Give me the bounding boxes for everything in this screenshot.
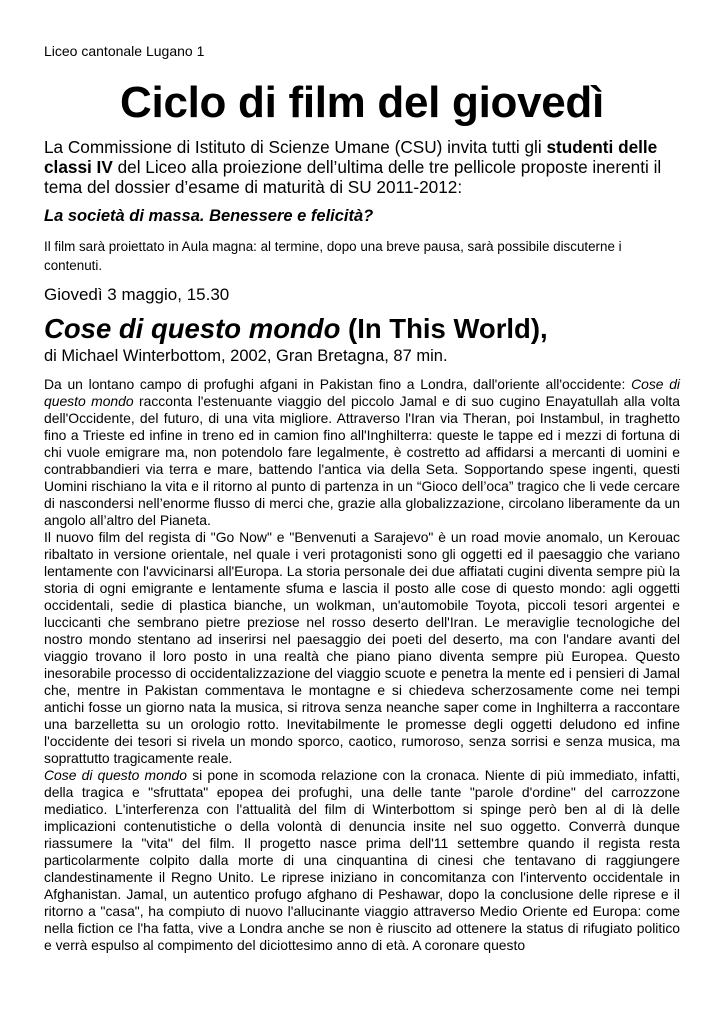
body-paragraph-1: [44, 376, 680, 529]
intro-text-1: La Commissione di Istituto di Scienze Umane (CSU) invita tutti gli: [44, 137, 547, 157]
intro-paragraph: [44, 137, 680, 197]
screening-date: Giovedì 3 maggio, 15.30: [44, 285, 230, 304]
film-description: [44, 376, 680, 954]
intro-text-2: del Liceo alla proiezione dell’ultima delle tre pellicole proposte inerenti il tema del dossier d’esame di maturità di SU 2011-2012:: [44, 157, 662, 197]
film-info: di Michael Winterbottom, 2002, Gran Bretagna, 87 min.: [44, 347, 448, 365]
intro-bold-audience: studenti delle classi IV: [44, 137, 658, 177]
school-name: Liceo cantonale Lugano 1: [44, 43, 205, 59]
film-title-original: (In This World),: [340, 313, 548, 344]
film-title: [44, 313, 548, 345]
p1-text-b: racconta l'estenuante viaggio del piccolo Jamal e di suo cugino Enayatullah alla volta dell'Occidente, del futuro, di una vita migliore. Attraverso l'Iran via Theran, poi Instambul, in traghetto fino a Trieste ed infine in treno ed in camion fino all'Inghilterra: queste le tappe ed i mezzi di fortuna di chi vuole emigrare ma, non potendolo fare legalmente, è costretto ad affidarsi a mercanti di uomini e contrabbandieri via terra e mare, battendo l'antica via della Seta. Sopportando spese ingenti, questi Uomini rischiano la vita e il ritorno al punto di partenza in un “Gioco dell’oca” tragico che li vede cercare di nascondersi nell’enorme flusso di merci che, grazie alla globalizzazione, circolano liberamente da un angolo all’altro del Pianeta.: [44, 393, 680, 528]
body-paragraph-3: [44, 767, 680, 954]
screening-note: Il film sarà proiettato in Aula magna: al termine, dopo una breve pausa, sarà possibile discuterne i contenuti.: [44, 239, 622, 273]
page-title: Ciclo di film del giovedì: [120, 78, 604, 127]
p3-text-b: si pone in scomoda relazione con la cronaca. Niente di più immediato, infatti, della tragica e "sfruttata" epopea dei profughi, una delle tante "parole d'ordine" del carrozzone mediatico. L'interferenza con l'attualità del film di Winterbottom si spinge però ben al di là delle implicazioni contenutistiche o della volontà di denuncia insite nel suo oggetto. Converrà dunque riassumere la "vita" del film. Il progetto nasce prima dell'11 settembre quando il regista resta particolarmente colpito dalla morte di una cinquantina di cinesi che tentavano di raggiungere clandestinamente il Regno Unito. Le riprese iniziano in concomitanza con l'intervento occidentale in Afghanistan. Jamal, un autentico profugo afghano di Peshawar, dopo la conclusione delle riprese e il ritorno a "casa", ha compiuto di nuovo l'allucinante viaggio attraverso Medio Oriente ed Europa: come nella fiction ce l'ha fatta, vive a Londra anche se non è riuscito ad ottenere la status di rifugiato politico e verrà espulso al compimento del diciottesimo anno di età. A coronare questo: [44, 767, 680, 953]
p1-text-a: Da un lontano campo di profughi afgani in Pakistan fino a Londra, dall'oriente all'occidente:: [44, 376, 632, 392]
p1-italic-title: Cose di questo mondo: [44, 376, 681, 409]
body-paragraph-2: Il nuovo film del regista di "Go Now" e "Benvenuti a Sarajevo" è un road movie anomalo, un Kerouac ribaltato in versione orientale, nel quale i veri protagonisti sono gli oggetti ed il paesaggio che variano lentamente con l'avvicinarsi all'Europa. La storia personale dei due affiatati cugini diventa sempre più la storia di ogni emigrante e lentamente sfuma e lascia il posto alle cose di questo mondo: agli oggetti occidentali, sedie di plastica bianche, un wolkman, un'automobile Toyota, piccoli tesori argentei e luccicanti che sembrano pietre preziose nel rosso deserto dell'Iran. Le meraviglie tecnologiche del nostro mondo stentano ad inserirsi nel paesaggio dei poeti del deserto, ma con l'andare avanti del viaggio trovano il loro posto in una realtà che piano piano diventa sempre più Europea. Questo inesorabile processo di occidentalizzazione del viaggio scuote e penetra la mente ed i pensieri di Jamal che, mentre in Pakistan commentava le montagne e si chiedeva scherzosamente come nei tempi antichi fosse un giorno nata la musica, si ritrova senza neanche saper come in Inghilterra a raccontare una barzelletta su un orologio rotto. Inevitabilmente le promesse degli oggetti deludono ed infine l'occidente dei tesori si rivela un mondo sporco, caotico, rumoroso, senza sorrisi e senza musica, ma soprattutto tragicamente reale.: [44, 529, 680, 766]
dossier-subtitle: La società di massa. Benessere e felicità?: [44, 207, 374, 225]
film-title-italian: Cose di questo mondo: [44, 313, 341, 344]
p3-italic-title: Cose di questo mondo: [44, 767, 187, 783]
